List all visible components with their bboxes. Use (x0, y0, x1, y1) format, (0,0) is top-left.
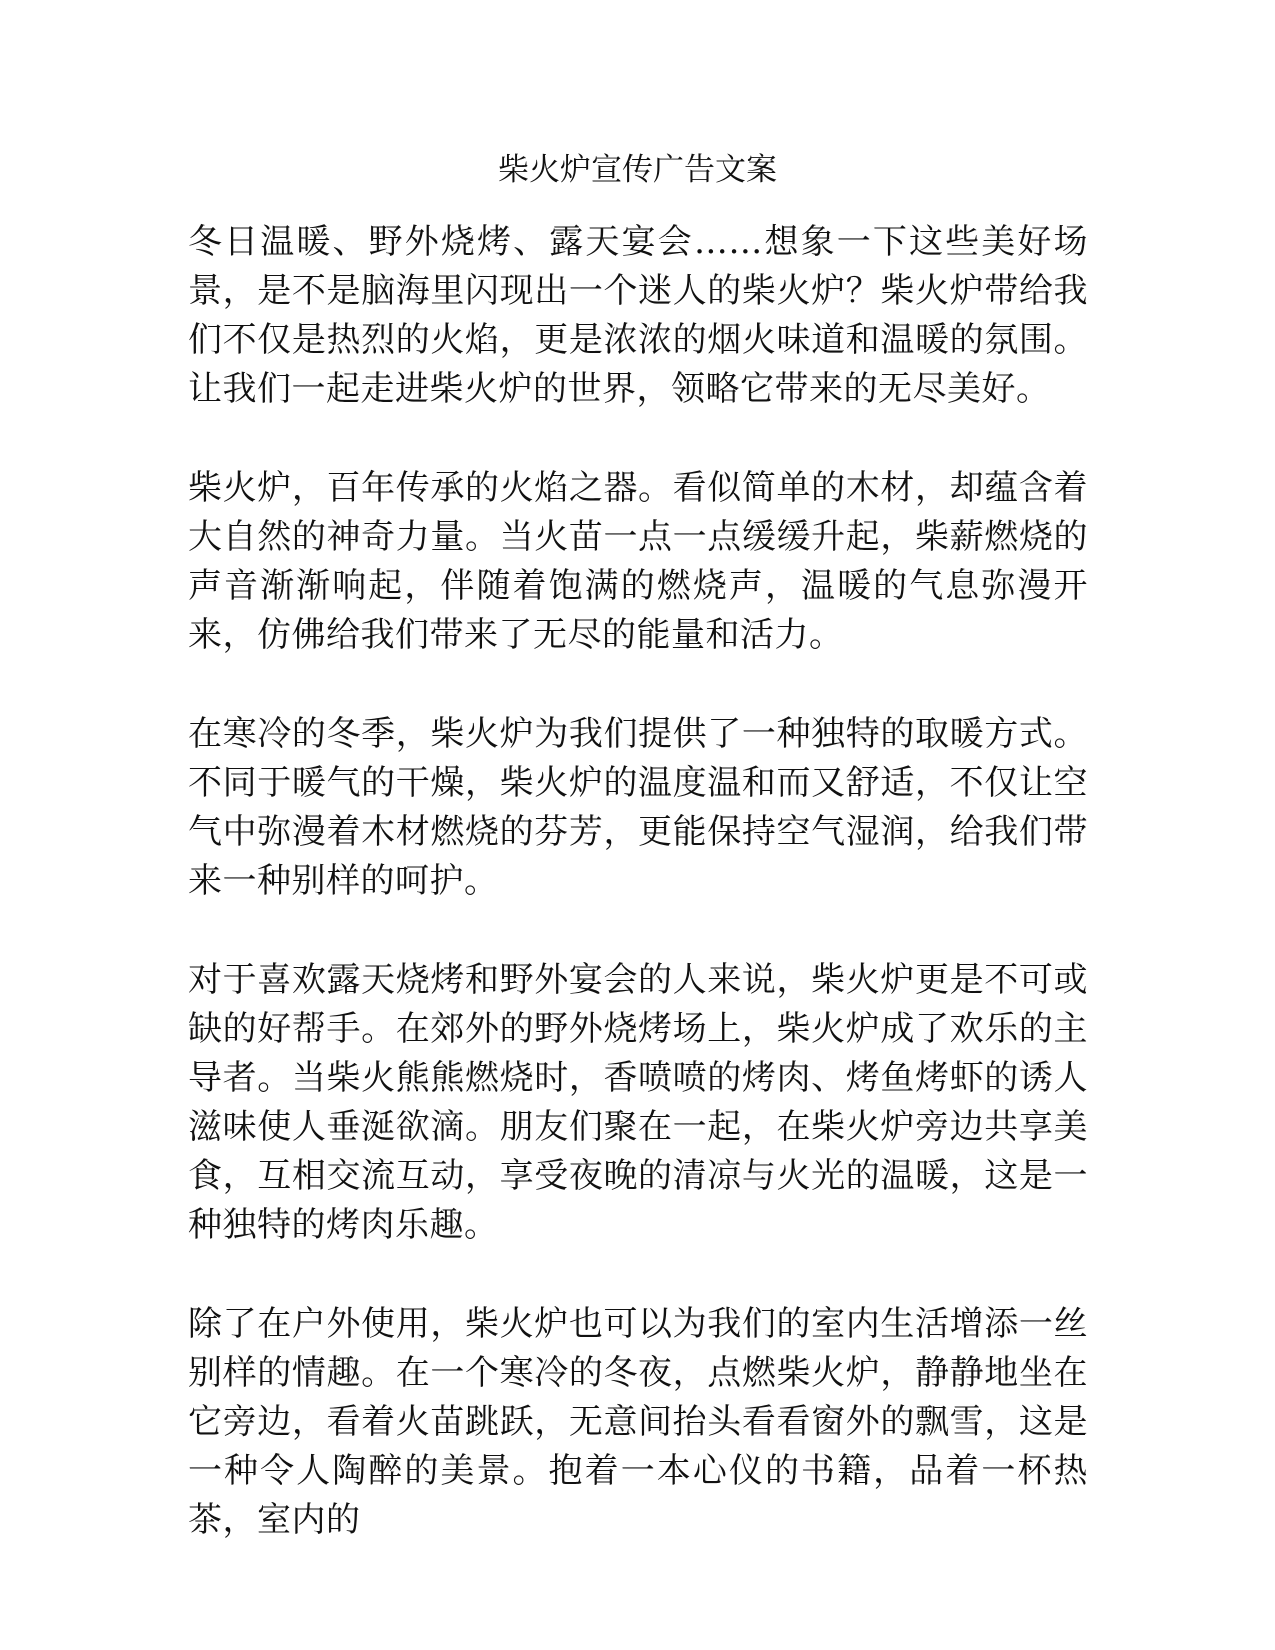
paragraph-3: 在寒冷的冬季，柴火炉为我们提供了一种独特的取暖方式。不同于暖气的干燥，柴火炉的温度温和而又舒适，不仅让空气中弥漫着木材燃烧的芬芳，更能保持空气湿润，给我们带来一种别样的呵护。 (188, 714, 1088, 901)
paragraph-2: 柴火炉，百年传承的火焰之器。看似简单的木材，却蕴含着大自然的神奇力量。当火苗一点一点缓缓升起，柴薪燃烧的声音渐渐响起，伴随着饱满的燃烧声，温暖的气息弥漫开来，仿佛给我们带来了无尽的能量和活力。 (188, 468, 1088, 655)
paragraph-4: 对于喜欢露天烧烤和野外宴会的人来说，柴火炉更是不可或缺的好帮手。在郊外的野外烧烤场上，柴火炉成了欢乐的主导者。当柴火熊熊燃烧时，香喷喷的烤肉、烤鱼烤虾的诱人滋味使人垂涎欲滴。朋友们聚在一起，在柴火炉旁边共享美食，互相交流互动，享受夜晚的清凉与火光的温暖，这是一种独特的烤肉乐趣。 (188, 960, 1088, 1245)
paragraph-1: 冬日温暖、野外烧烤、露天宴会……想象一下这些美好场景，是不是脑海里闪现出一个迷人的柴火炉？柴火炉带给我们不仅是热烈的火焰，更是浓浓的烟火味道和温暖的氛围。让我们一起走进柴火炉的世界，领略它带来的无尽美好。 (188, 222, 1088, 409)
document-body (188, 218, 1088, 1545)
document-title: 柴火炉宣传广告文案 (498, 152, 777, 188)
paragraph-5: 除了在户外使用，柴火炉也可以为我们的室内生活增添一丝别样的情趣。在一个寒冷的冬夜，点燃柴火炉，静静地坐在它旁边，看着火苗跳跃，无意间抬头看看窗外的飘雪，这是一种令人陶醉的美景。抱着一本心仪的书籍，品着一杯热茶，室内的 (188, 1304, 1088, 1540)
